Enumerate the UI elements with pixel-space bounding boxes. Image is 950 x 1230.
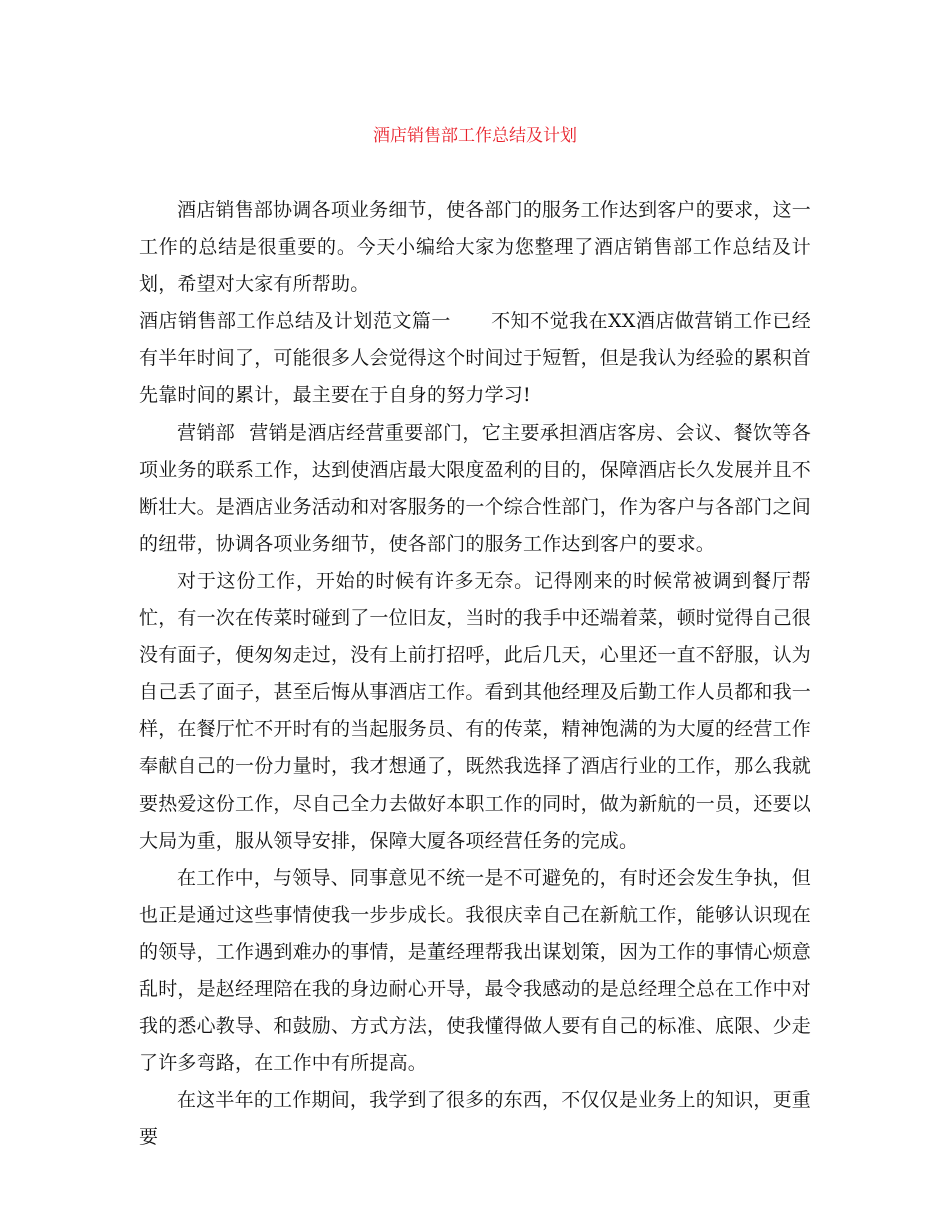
dept-label: 营销部 bbox=[177, 421, 236, 444]
intro-paragraph: 酒店销售部协调各项业务细节，使各部门的服务工作达到客户的要求，这一工作的总结是很重要的。今天小编给大家为您整理了酒店销售部工作总结及计划，希望对大家有所帮助。 bbox=[139, 199, 811, 296]
document-title: 酒店销售部工作总结及计划 bbox=[373, 126, 577, 146]
section-heading: 酒店销售部工作总结及计划范文篇一 bbox=[139, 310, 451, 333]
dept-text: 营销是酒店经营重要部门，它主要承担酒店客房、会议、餐饮等各项业务的联系工作，达到使酒店最大限度盈利的目的，保障酒店长久发展并且不断壮大。是酒店业务活动和对客服务的一个综合性部门，作为客户与各部门之间的纽带，协调各项业务细节，使各部门的服务工作达到客户的要求。 bbox=[139, 421, 812, 555]
document-body bbox=[139, 192, 811, 1156]
growth-paragraph: 在工作中，与领导、同事意见不统一是不可避免的，有时还会发生争执，但也正是通过这些事情使我一步步成长。我很庆幸自己在新航工作，能够认识现在的领导，工作遇到难办的事情，是董经理帮我出谋划策，因为工作的事情心烦意乱时，是赵经理陪在我的身边耐心开导，最令我感动的是总经理仝总在工作中对我的悉心教导、和鼓励、方式方法，使我懂得做人要有自己的标准、底限、少走了许多弯路，在工作中有所提高。 bbox=[139, 866, 812, 1075]
learning-paragraph: 在这半年的工作期间，我学到了很多的东西，不仅仅是业务上的知识，更重要 bbox=[139, 1089, 811, 1149]
dept-paragraph bbox=[139, 415, 811, 563]
section-lead-text: 不知不觉我在XX酒店做营销工作已经有半年时间了，可能很多人会觉得这个时间过于短暂，但是我认为经验的累积首先靠时间的累计，最主要在于自身的努力学习! bbox=[139, 310, 812, 407]
section-paragraph bbox=[139, 303, 811, 414]
work-paragraph: 对于这份工作，开始的时候有许多无奈。记得刚来的时候常被调到餐厅帮忙，有一次在传菜时碰到了一位旧友，当时的我手中还端着菜，顿时觉得自己很没有面子，便匆匆走过，没有上前打招呼，此后几天，心里还一直不舒服，认为自己丢了面子，甚至后悔从事酒店工作。看到其他经理及后勤工作人员都和我一样，在餐厅忙不开时有的当起服务员、有的传菜，精神饱满的为大厦的经营工作奉献自己的一份力量时，我才想通了，既然我选择了酒店行业的工作，那么我就要热爱这份工作，尽自己全力去做好本职工作的同时，做为新航的一员，还要以大局为重，服从领导安排，保障大厦各项经营任务的完成。 bbox=[139, 569, 812, 852]
